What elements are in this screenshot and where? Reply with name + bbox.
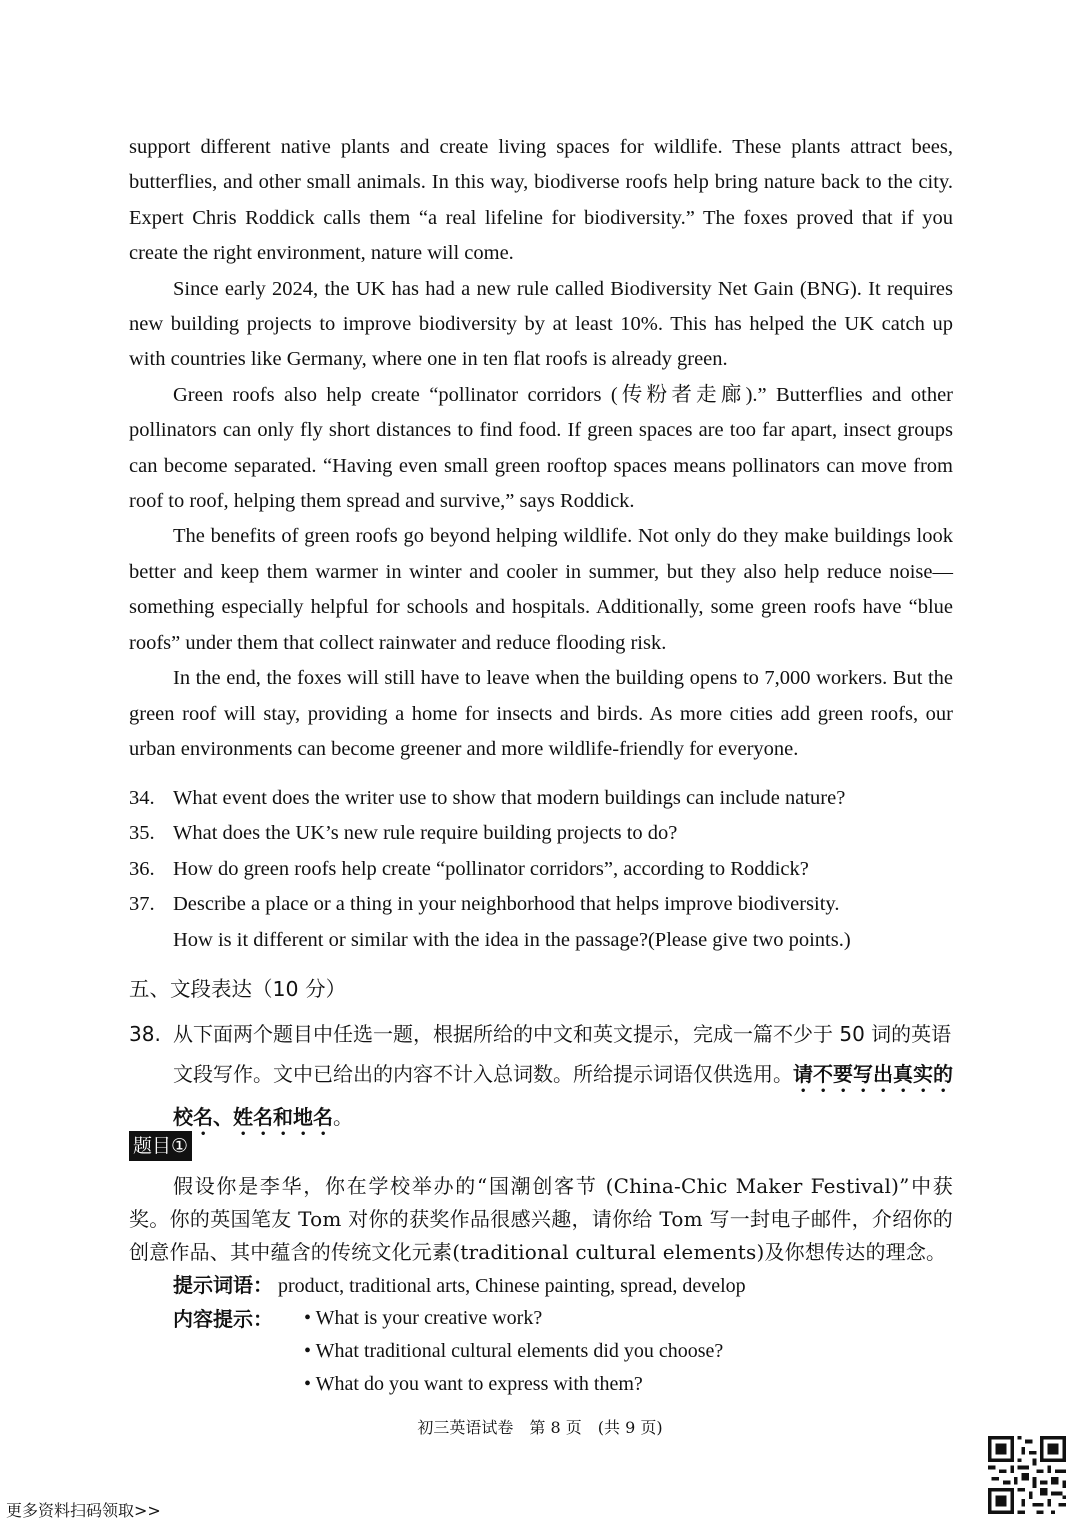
question-38	[129, 1014, 953, 1140]
topic-label: 题目①	[129, 1131, 192, 1161]
content-hint-bullet: • What traditional cultural elements did you choose?	[304, 1340, 724, 1362]
passage-paragraph: Green roofs also help create “pollinator corridors (传粉者走廊).” Butterflies and other pollinators can only fly short distances to find food. If green spaces are too far apart, insect groups can become separated. “Having even small green rooftop spaces means pollinators can move from roof to roof, helping them spread and survive,” says Roddick.	[129, 383, 953, 513]
content-hint-label: 内容提示：	[173, 1307, 273, 1331]
task-instructions: 从下面两个题目中任选一题，根据所给的中文和英文提示，完成一篇不少于 50 词的英语文段写作。文中已给出的内容不计入总词数。所给提示词语仅供选用。	[173, 1022, 952, 1086]
more-resources-text: 更多资料扫码领取>>	[6, 1501, 161, 1520]
passage-paragraph: Since early 2024, the UK has had a new rule called Biodiversity Net Gain (BNG). It requires new building projects to improve biodiversity by at least 10%. This has helped the UK catch up with countries like Germany, where one in ten flat roofs is already green.	[129, 277, 953, 371]
content-hint-bullets	[304, 1302, 723, 1401]
question-text: What event does the writer use to show that modern buildings can include nature?	[173, 787, 846, 809]
question-35	[129, 816, 953, 851]
question-list	[129, 781, 953, 958]
hint-words: product, traditional arts, Chinese painting, spread, develop	[278, 1275, 746, 1297]
hint-words-line	[129, 1269, 953, 1303]
qr-code-icon[interactable]	[988, 1436, 1066, 1514]
question-number: 35.	[129, 822, 155, 845]
question-text: What does the UK’s new rule require building projects to do?	[173, 822, 678, 845]
question-text-continued: How is it different or similar with the idea in the passage?(Please give two points.)	[173, 928, 851, 951]
content-hint-bullet: • What is your creative work?	[304, 1307, 543, 1329]
question-34	[129, 781, 953, 816]
task-end: 。	[333, 1105, 353, 1129]
question-number: 34.	[129, 787, 155, 809]
hint-words-label: 提示词语：	[173, 1273, 273, 1297]
question-37	[129, 887, 953, 958]
passage-paragraph: In the end, the foxes will still have to leave when the building opens to 7,000 workers. But the green roof will stay, providing a home for insects and birds. As more cities add green roofs, our urban environments can become greener and more wildlife-friendly for everyone.	[129, 667, 953, 760]
passage-paragraph: support different native plants and create living spaces for wildlife. These plants attract bees, butterflies, and other small animals. In this way, biodiverse roofs help bring nature back to the city. Expert Chris Roddick calls them “a real lifeline for biodiversity.” The foxes proved that if you create the right environment, nature will come.	[129, 136, 953, 265]
content-hint-bullet: • What do you want to express with them?	[304, 1373, 643, 1395]
question-number: 36.	[129, 857, 155, 880]
topic-paragraph: 假设你是李华，你在学校举办的“国潮创客节 (China-Chic Maker Festival)”中获奖。你的英国笔友 Tom 对你的获奖作品很感兴趣，请你给 Tom 写一封电子邮件，介绍你的创意作品、其中蕴含的传统文化元素(traditional cultural elements)及你想传达的理念。	[129, 1174, 953, 1264]
task-emphasis: 请不要写出真实的校名、姓名和地名	[173, 1062, 953, 1129]
question-text: Describe a place or a thing in your neighborhood that helps improve biodiversity.	[173, 893, 840, 916]
question-text: How do green roofs help create “pollinator corridors”, according to Roddick?	[173, 857, 809, 880]
section-title: 五、文段表达（10 分）	[129, 977, 347, 1001]
question-36	[129, 852, 953, 887]
writing-task	[129, 1014, 953, 1140]
passage-paragraph: The benefits of green roofs go beyond helping wildlife. Not only do they make buildings look better and keep them warmer in winter and cooler in summer, but they also help reduce noise—something especially helpful for schools and hospitals. Additionally, some green roofs have “blue roofs” under them that collect rainwater and reduce flooding risk.	[129, 525, 953, 654]
reading-passage	[129, 130, 953, 767]
question-number: 37.	[129, 893, 155, 916]
question-number: 38.	[129, 1022, 161, 1046]
page-footer: 初三英语试卷 第 8 页 (共 9 页)	[417, 1418, 663, 1437]
